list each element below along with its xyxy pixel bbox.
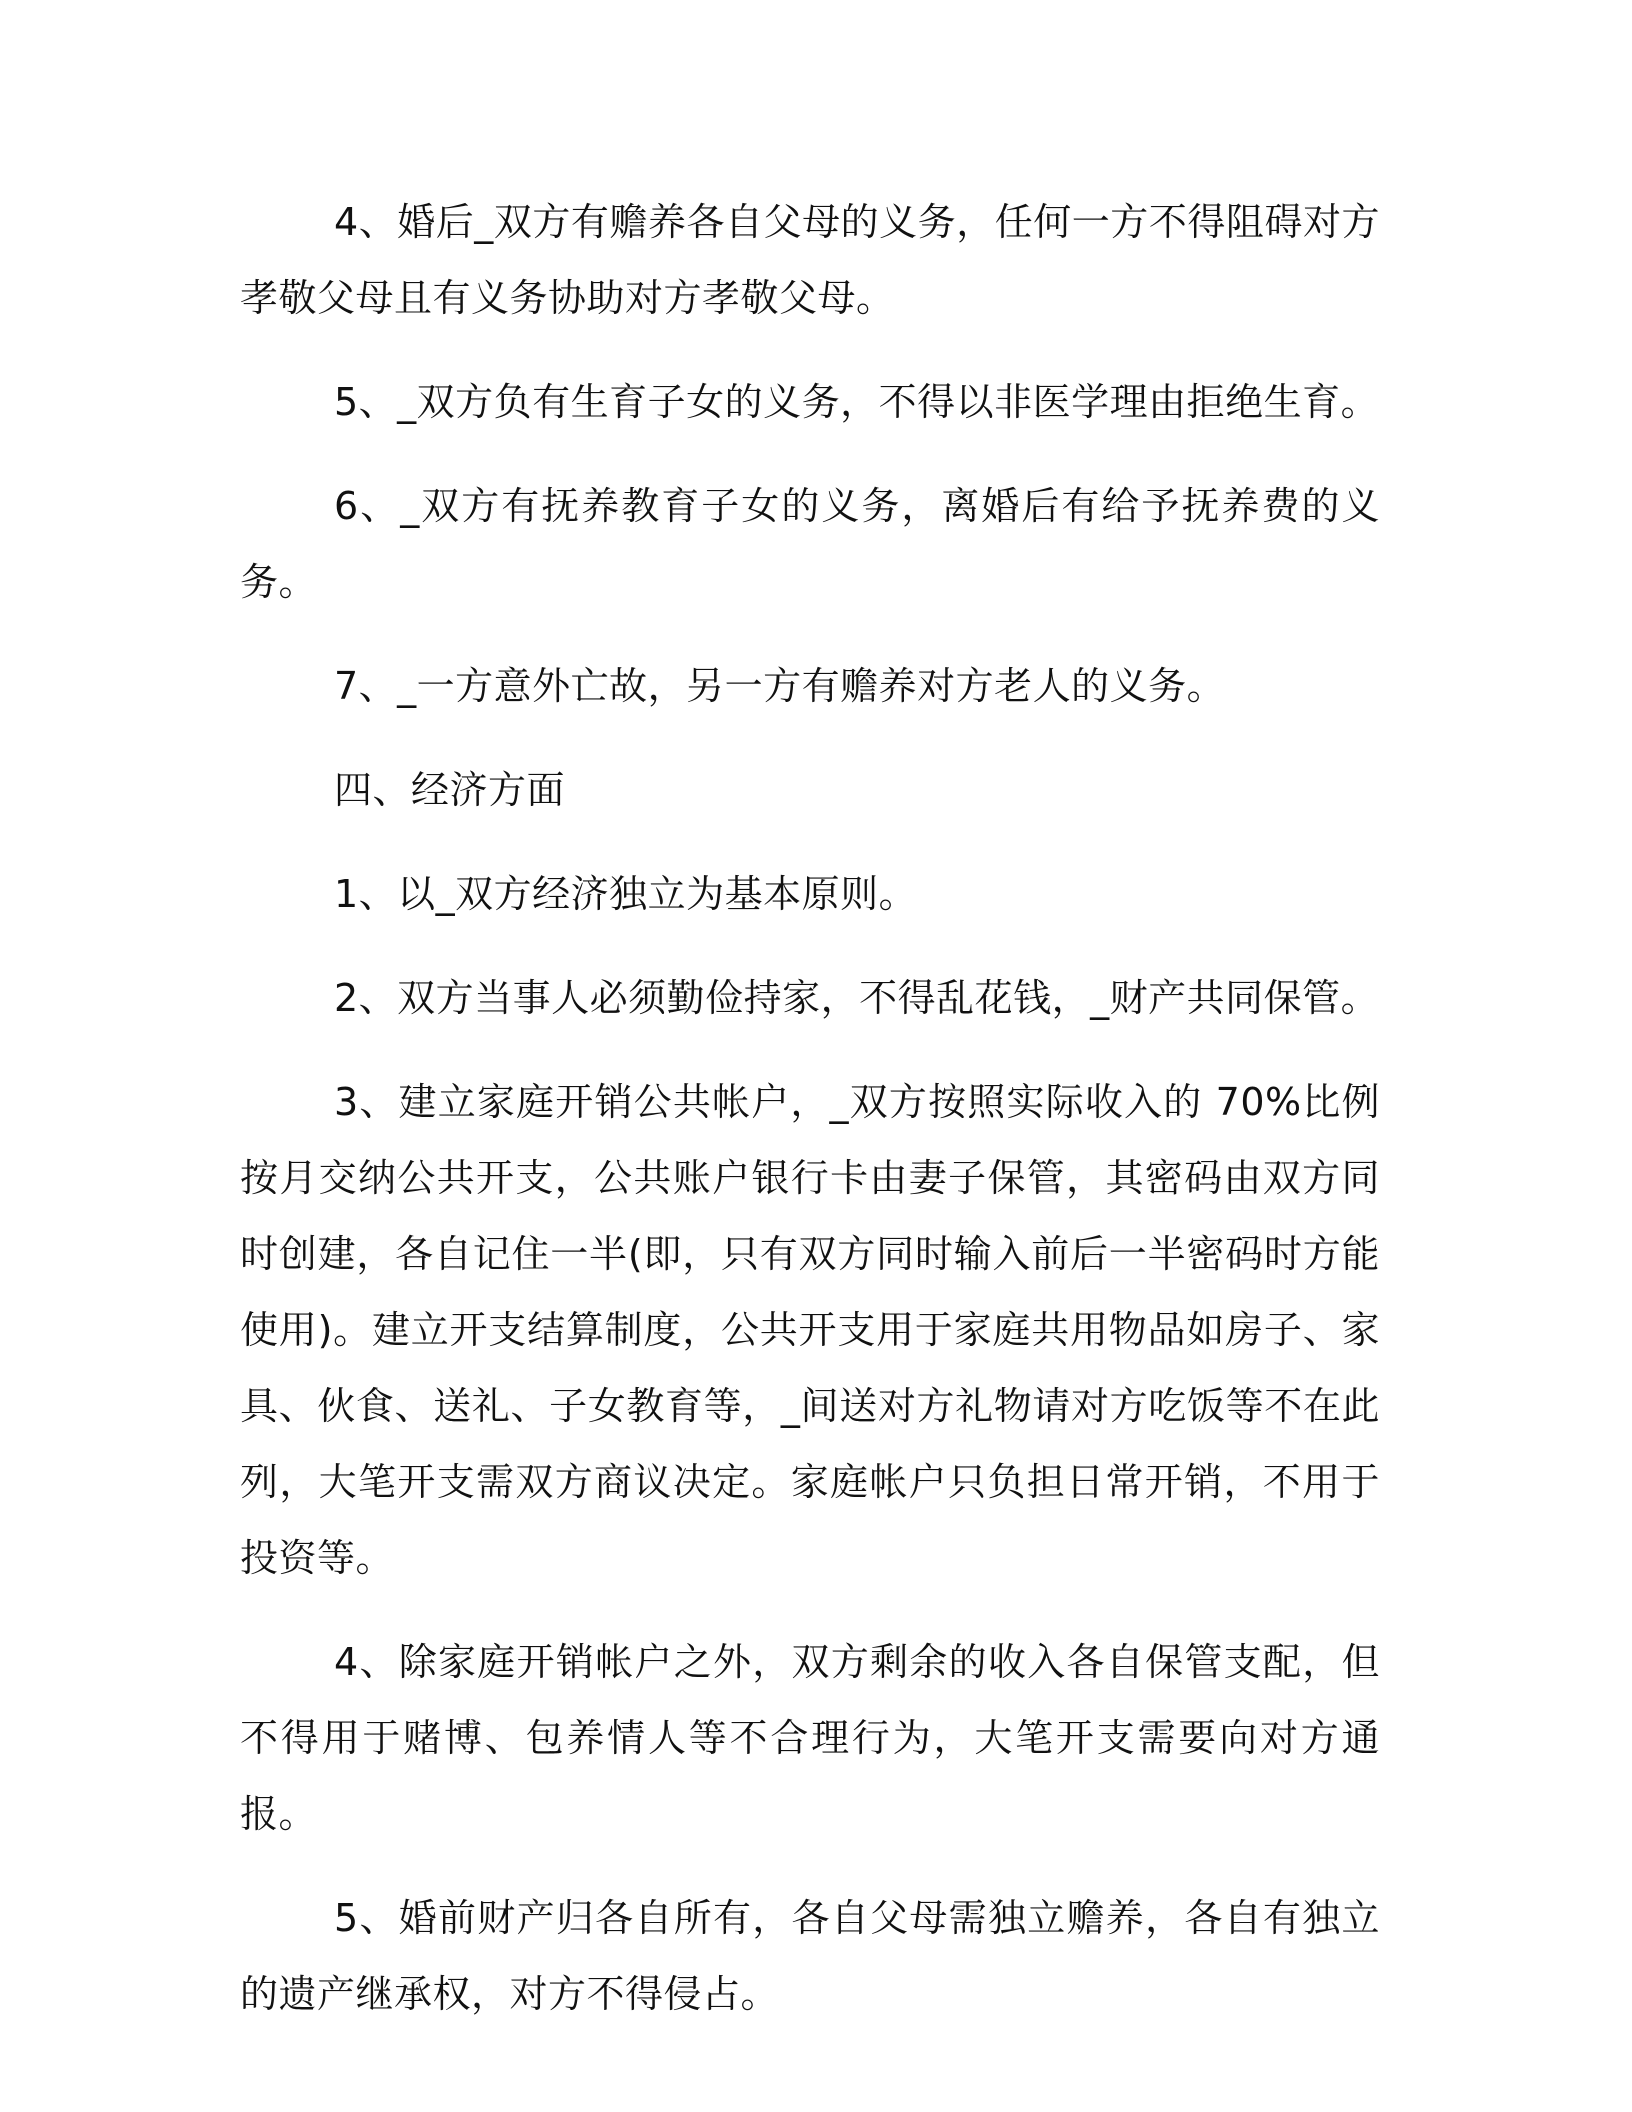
clause-4-support-parents: 4、婚后_双方有赡养各自父母的义务，任何一方不得阻碍对方孝敬父母且有义务协助对方孝敬父母。 [240,200,1380,320]
clause-7-support-elders: 7、_一方意外亡故，另一方有赡养对方老人的义务。 [334,664,1226,708]
section-heading-economic: 四、经济方面 [334,768,566,812]
economic-clause-4: 4、除家庭开销帐户之外，双方剩余的收入各自保管支配，但不得用于赌博、包养情人等不合理行为，大笔开支需要向对方通报。 [240,1640,1380,1836]
clause-5-childbearing: 5、_双方负有生育子女的义务，不得以非医学理由拒绝生育。 [334,380,1380,424]
clause-6-child-education: 6、_双方有抚养教育子女的义务，离婚后有给予抚养费的义务。 [240,484,1380,604]
economic-clause-3: 3、建立家庭开销公共帐户，_双方按照实际收入的 70%比例按月交纳公共开支，公共账户银行卡由妻子保管，其密码由双方同时创建，各自记住一半(即，只有双方同时输入前后一半密码时方能使用)。建立开支结算制度，公共开支用于家庭共用物品如房子、家具、伙食、送礼、子女教育等，_间送对方礼物请对方吃饭等不在此列，大笔开支需双方商议决定。家庭帐户只负担日常开销，不用于投资等。 [240,1080,1380,1580]
economic-clause-2: 2、双方当事人必须勤俭持家，不得乱花钱，_财产共同保管。 [334,976,1380,1020]
document-body [240,184,1380,2060]
economic-clause-1: 1、以_双方经济独立为基本原则。 [334,872,918,916]
economic-clause-5: 5、婚前财产归各自所有，各自父母需独立赡养，各自有独立的遗产继承权，对方不得侵占。 [240,1896,1380,2016]
